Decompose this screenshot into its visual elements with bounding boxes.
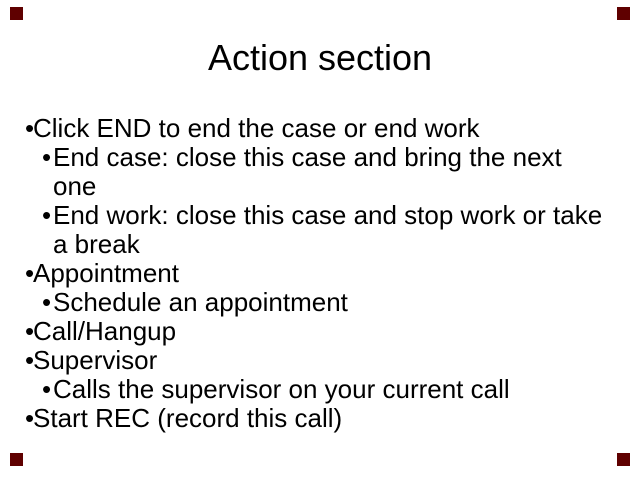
- bullet-item-text: Supervisor: [33, 345, 158, 375]
- corner-marker-top-left: [10, 7, 23, 20]
- bullet-item: [0, 143, 640, 172]
- bullet-item-text: one: [53, 171, 97, 201]
- bullet-glyph: •: [25, 113, 35, 143]
- bullet-item-continuation: [0, 172, 640, 201]
- bullet-glyph: •: [25, 345, 35, 375]
- bullet-item: [0, 259, 640, 288]
- bullet-item: [0, 317, 640, 346]
- bullet-item-text: Call/Hangup: [33, 316, 177, 346]
- bullet-glyph: •: [42, 287, 52, 317]
- bullet-item: [0, 346, 640, 375]
- bullet-item: [0, 404, 640, 433]
- bullet-glyph: •: [25, 258, 35, 288]
- corner-marker-bottom-left: [10, 453, 23, 466]
- bullet-item-text: a break: [53, 229, 140, 259]
- bullet-item: [0, 114, 640, 143]
- bullet-glyph: •: [42, 142, 52, 172]
- bullet-item-text: End case: close this case and bring the next: [53, 142, 562, 172]
- bullet-item: [0, 288, 640, 317]
- bullet-item: [0, 201, 640, 230]
- bullet-list: [0, 114, 640, 433]
- bullet-item-text: Start REC (record this call): [33, 403, 343, 433]
- slide-title: Action section: [207, 37, 433, 78]
- bullet-glyph: •: [42, 374, 52, 404]
- bullet-item-text: Appointment: [33, 258, 179, 288]
- bullet-glyph: •: [25, 316, 35, 346]
- bullet-item: [0, 375, 640, 404]
- corner-marker-bottom-right: [617, 453, 630, 466]
- bullet-glyph: •: [42, 200, 52, 230]
- bullet-item-text: Calls the supervisor on your current call: [53, 374, 510, 404]
- corner-marker-top-right: [617, 7, 630, 20]
- bullet-item-text: Click END to end the case or end work: [33, 113, 480, 143]
- bullet-item-text: End work: close this case and stop work or take: [53, 200, 603, 230]
- bullet-glyph: •: [25, 403, 35, 433]
- bullet-item-continuation: [0, 230, 640, 259]
- bullet-item-text: Schedule an appointment: [53, 287, 348, 317]
